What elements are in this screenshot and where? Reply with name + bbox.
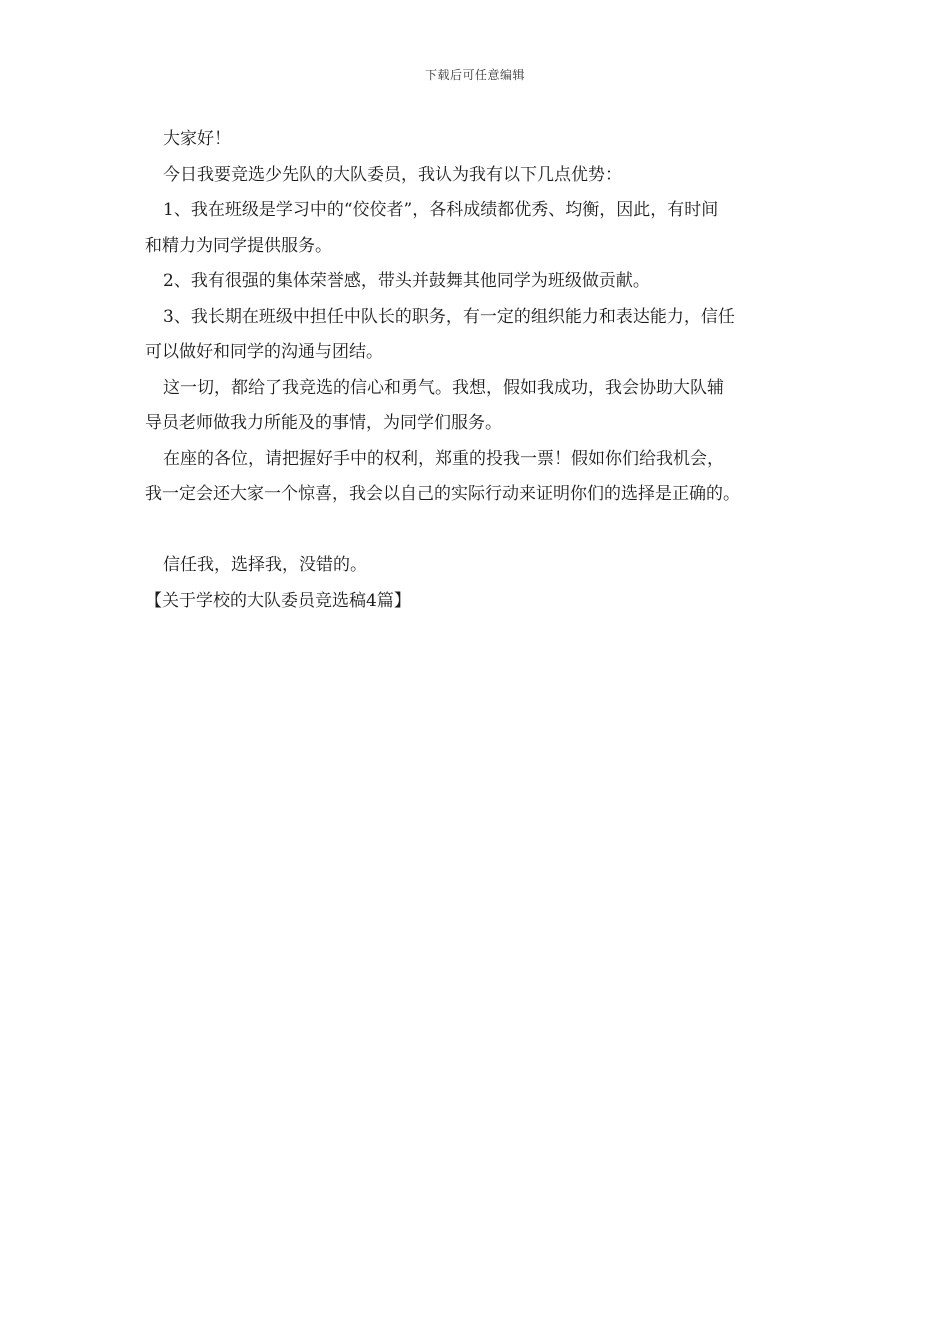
point-1-line-1: 1、我在班级是学习中的“佼佼者”，各科成绩都优秀、均衡，因此，有时间 bbox=[163, 200, 719, 220]
paragraph-appeal-line-2: 我一定会还大家一个惊喜，我会以自己的实际行动来证明你们的选择是正确的。 bbox=[145, 484, 740, 504]
closing-line: 信任我，选择我，没错的。 bbox=[163, 555, 367, 575]
blank-line bbox=[145, 513, 825, 549]
page-header: 下载后可任意编辑 bbox=[424, 68, 525, 82]
point-3-line-2: 可以做好和同学的沟通与团结。 bbox=[145, 342, 383, 362]
point-2-line: 2、我有很强的集体荣誉感，带头并鼓舞其他同学为班级做贡献。 bbox=[163, 271, 650, 291]
intro-line: 今日我要竞选少先队的大队委员，我认为我有以下几点优势： bbox=[163, 164, 622, 185]
document-title-tag: 【关于学校的大队委员竞选稿4篇】 bbox=[145, 590, 411, 611]
point-3-line-1: 3、我长期在班级中担任中队长的职务，有一定的组织能力和表达能力，信任 bbox=[163, 306, 735, 327]
document-body bbox=[145, 122, 825, 619]
point-1-line-2: 和精力为同学提供服务。 bbox=[145, 235, 332, 256]
paragraph-appeal-line-1: 在座的各位，请把握好手中的权利，郑重的投我一票！假如你们给我机会， bbox=[163, 448, 724, 469]
greeting-line: 大家好！ bbox=[163, 129, 231, 149]
paragraph-confidence-line-2: 导员老师做我力所能及的事情，为同学们服务。 bbox=[145, 413, 502, 433]
paragraph-confidence-line-1: 这一切，都给了我竞选的信心和勇气。我想，假如我成功，我会协助大队辅 bbox=[163, 377, 724, 398]
